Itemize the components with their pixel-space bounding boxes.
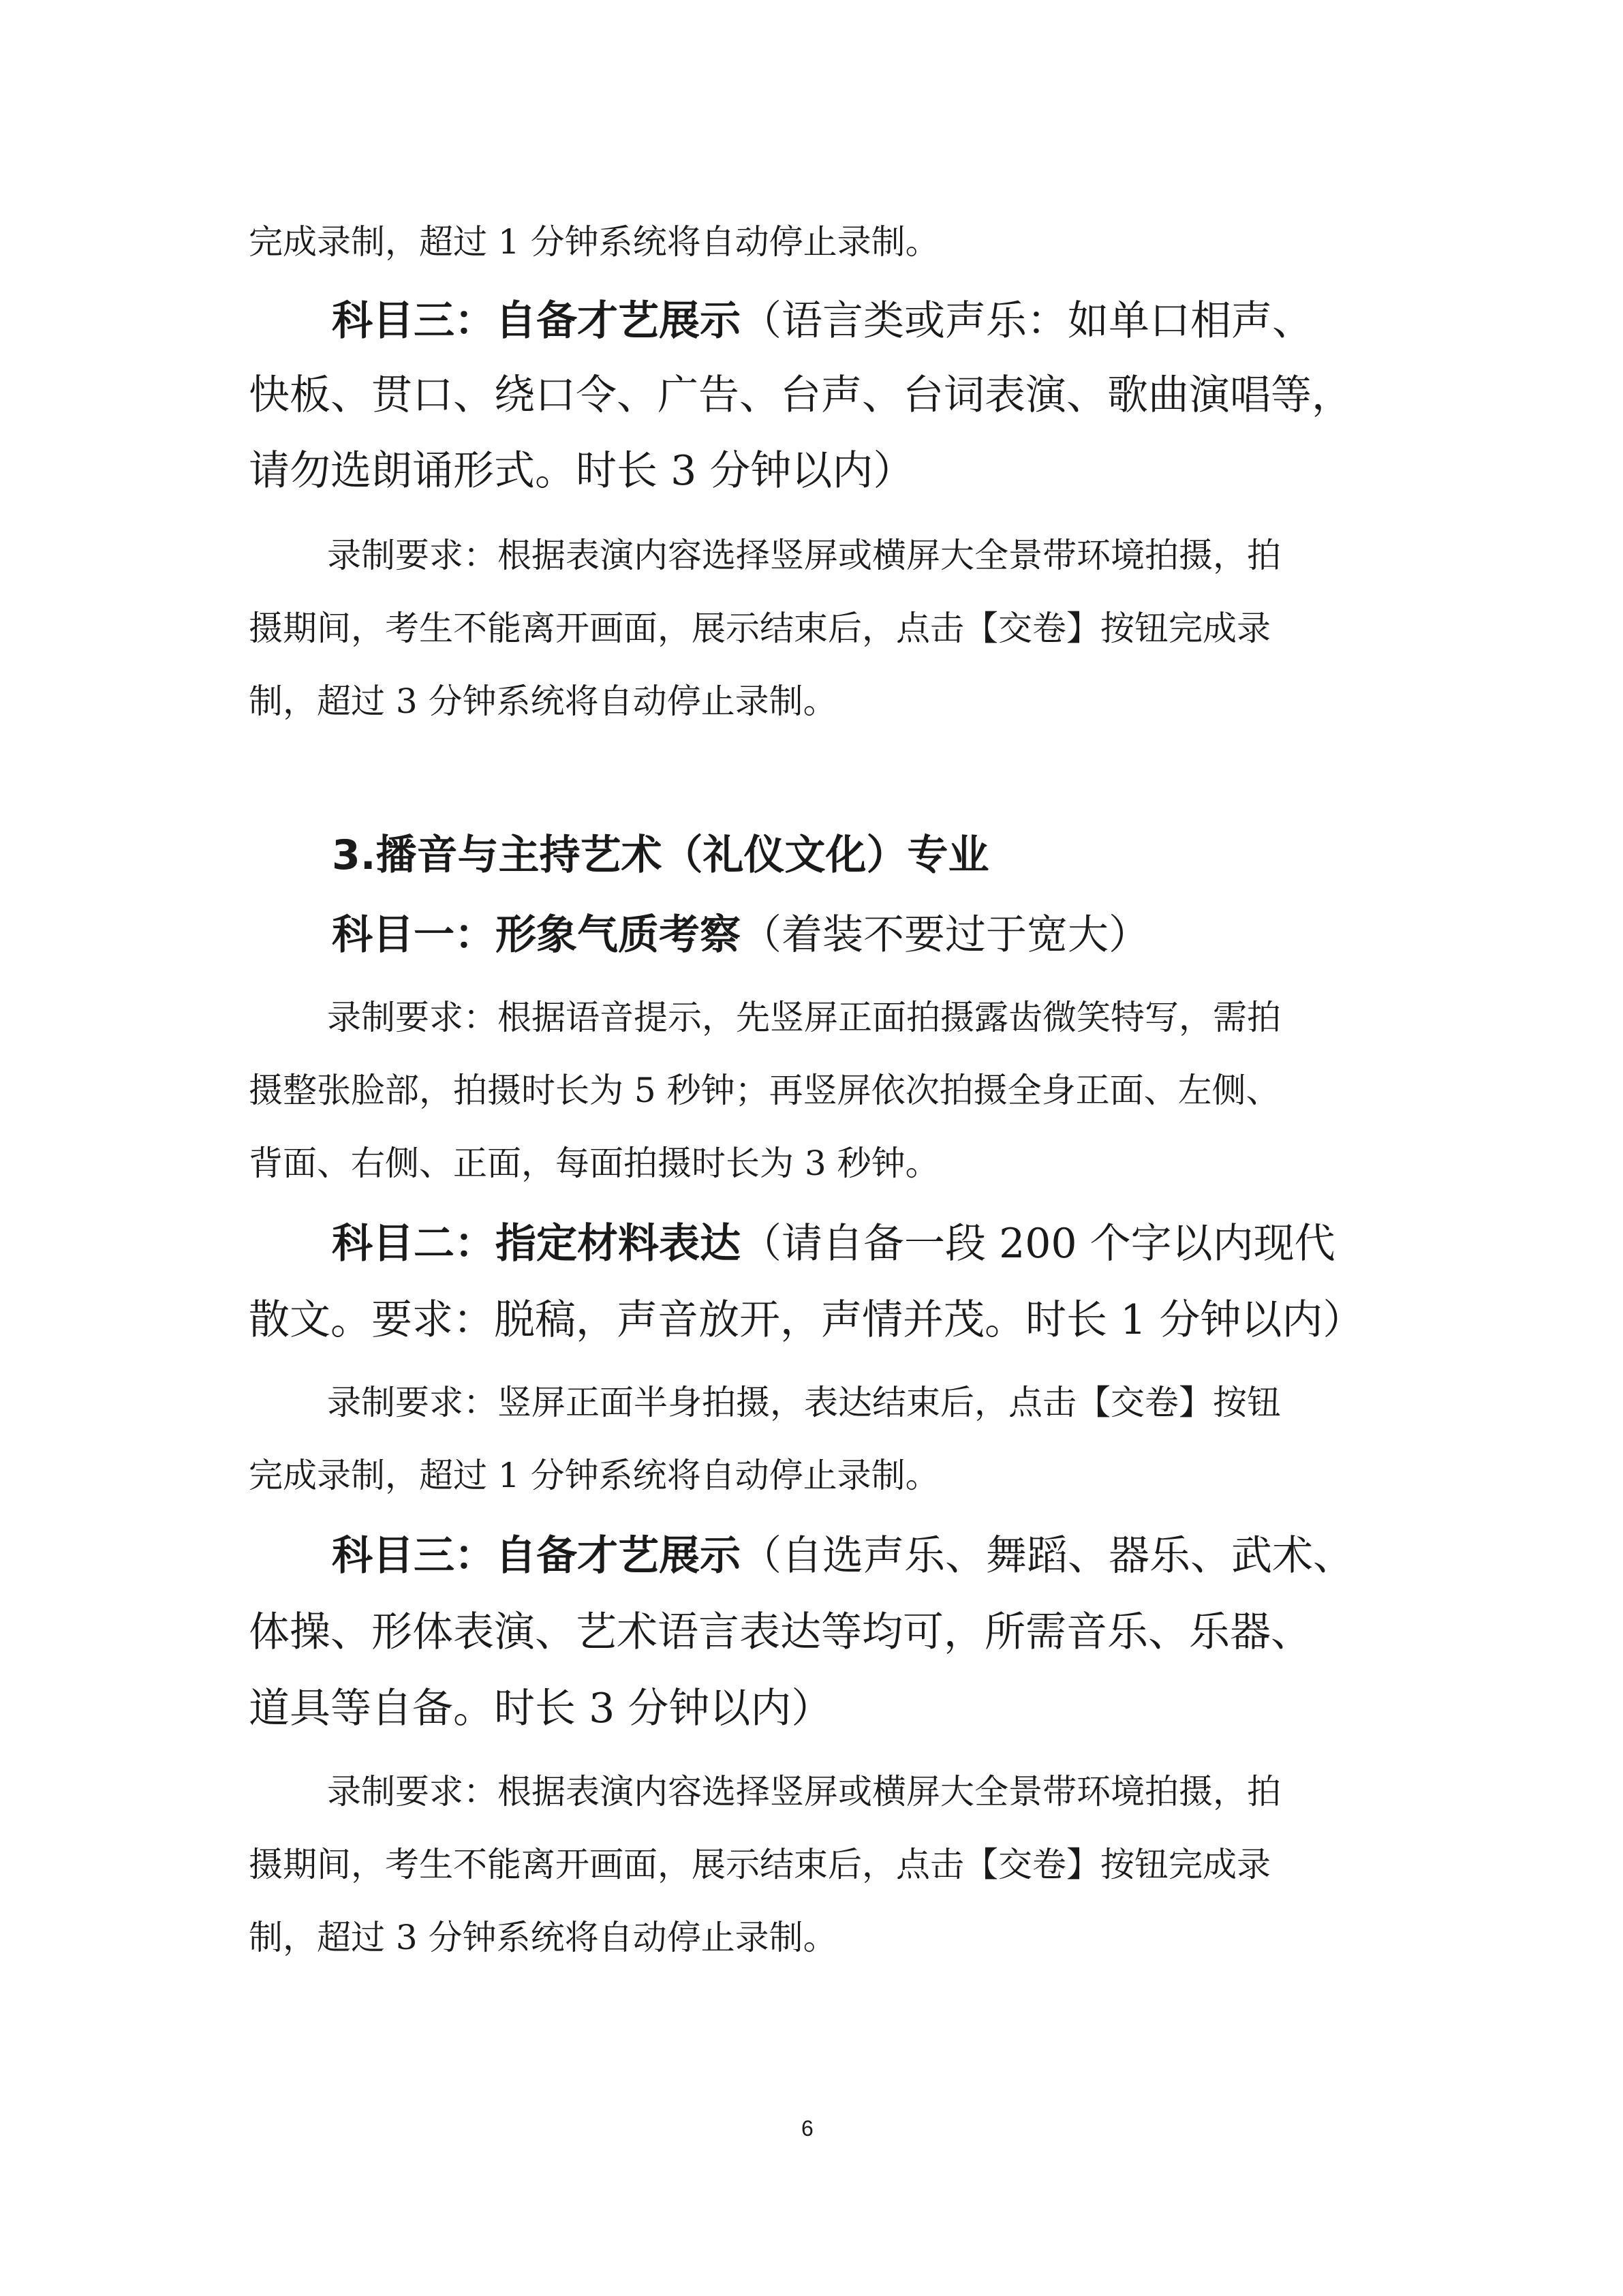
requirement-line: 录制要求：根据语音提示，先竖屏正面拍摄露齿微笑特写，需拍	[327, 998, 1281, 1037]
subject-title: 科目三：自备才艺展示	[332, 297, 741, 345]
subject-title: 科目三：自备才艺展示	[332, 1532, 741, 1580]
paragraph-line: 散文。要求：脱稿，声音放开，声情并茂。时长 1 分钟以内）	[249, 1296, 1364, 1344]
section-heading: 3.播音与主持艺术（礼仪文化）专业	[332, 831, 989, 879]
requirement-line: 摄期间，考生不能离开画面，展示结束后，点击【交卷】按钮完成录	[249, 1845, 1271, 1884]
paragraph-line: 请勿选朗诵形式。时长 3 分钟以内）	[249, 447, 914, 495]
paragraph-line: 道具等自备。时长 3 分钟以内）	[249, 1685, 833, 1732]
paragraph-line: 完成录制，超过 1 分钟系统将自动停止录制。	[249, 222, 940, 262]
subject-heading-line	[332, 1220, 1335, 1268]
subject-description: （着装不要过于宽大）	[741, 911, 1149, 959]
subject-description: （请自备一段 200 个字以内现代	[741, 1220, 1335, 1268]
requirement-line: 录制要求：根据表演内容选择竖屏或横屏大全景带环境拍摄，拍	[327, 536, 1281, 575]
paragraph-line: 快板、贯口、绕口令、广告、台声、台词表演、歌曲演唱等，	[249, 371, 1352, 419]
requirement-line: 制，超过 3 分钟系统将自动停止录制。	[249, 1918, 837, 1957]
requirement-line: 完成录制，超过 1 分钟系统将自动停止录制。	[249, 1456, 940, 1495]
paragraph-line: 体操、形体表演、艺术语言表达等均可，所需音乐、乐器、	[249, 1608, 1312, 1656]
subject-description: （语言类或声乐：如单口相声、	[741, 297, 1313, 345]
requirement-line: 制，超过 3 分钟系统将自动停止录制。	[249, 682, 837, 721]
subject-title: 科目二：指定材料表达	[332, 1220, 741, 1268]
requirement-line: 摄期间，考生不能离开画面，展示结束后，点击【交卷】按钮完成录	[249, 609, 1271, 648]
subject-heading-line	[332, 1532, 1354, 1580]
subject-title: 科目一：形象气质考察	[332, 911, 741, 959]
page-number: 6	[801, 2116, 814, 2141]
subject-description: （自选声乐、舞蹈、器乐、武术、	[741, 1532, 1354, 1580]
requirement-line: 录制要求：根据表演内容选择竖屏或横屏大全景带环境拍摄，拍	[327, 1772, 1281, 1811]
subject-heading-line	[332, 911, 1149, 959]
requirement-line: 录制要求：竖屏正面半身拍摄，表达结束后，点击【交卷】按钮	[327, 1383, 1281, 1422]
requirement-line: 摄整张脸部，拍摄时长为 5 秒钟；再竖屏依次拍摄全身正面、左侧、	[249, 1071, 1280, 1110]
requirement-line: 背面、右侧、正面，每面拍摄时长为 3 秒钟。	[249, 1144, 940, 1183]
subject-heading-line	[332, 297, 1313, 345]
